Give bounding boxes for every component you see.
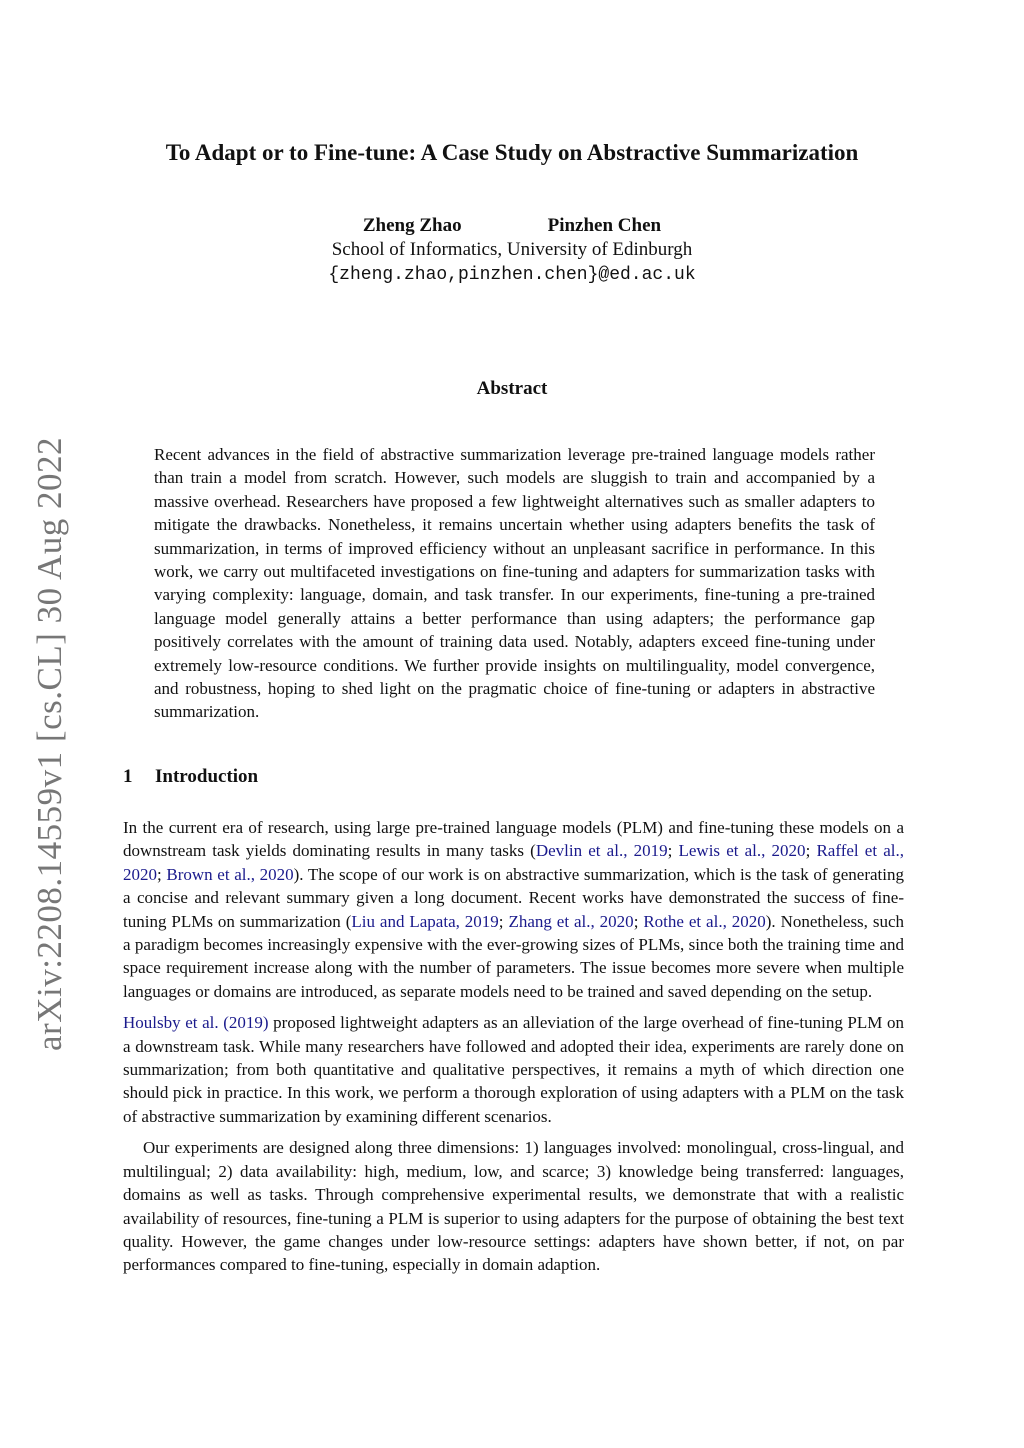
citation-link[interactable]: Brown et al., 2020: [166, 864, 294, 884]
arxiv-identifier: arXiv:2208.14559v1 [cs.CL] 30 Aug 2022: [30, 437, 69, 1051]
paper-title: To Adapt or to Fine-tune: A Case Study on Abstractive Summarization: [165, 140, 859, 165]
text-run: ;: [633, 911, 644, 931]
text-run: ;: [805, 841, 817, 861]
affiliation: School of Informatics, University of Edinburgh: [331, 239, 693, 260]
paragraph: [123, 1136, 904, 1276]
abstract-heading: Abstract: [476, 378, 548, 399]
text-run: In the current era of research, using large pre-trained language models (PLM) and fine-tuning these models on a downstream task yields dominating results in many tasks (: [123, 818, 904, 861]
text-run: ). Nonetheless, such a paradigm becomes increasingly expensive with the ever-growing sizes of PLMs, since both the training time and space requirement increase along with the number of parameters. The issue becomes more severe when multiple languages or domains are introduced, as separate models need to be trained and saved depending on the setup.: [123, 911, 904, 1001]
text-run: ). The scope of our work is on abstractive summarization, which is the task of generating a concise and relevant summary given a long document. Recent works have demonstrated the success of fine-tuning PLMs on summarization (: [123, 864, 904, 931]
text-run: proposed lightweight adapters as an alleviation of the large overhead of fine-tuning PLM on a downstream task. While many researchers have followed and adopted their idea, experiments are rarely done on summarization; from both quantitative and qualitative perspectives, it remains a myth of which direction one should pick in practice. In this work, we perform a thorough exploration of using adapters with a PLM on the task of abstractive summarization by examining different scenarios.: [123, 1013, 904, 1126]
section-title: Introduction: [155, 766, 259, 787]
section-heading: [123, 765, 258, 789]
abstract-text: Recent advances in the field of abstractive summarization leverage pre-trained language models rather than train a model from scratch. However, such models are sluggish to train and accompanied by a massive overhead. Researchers have proposed a few lightweight alternatives such as smaller adapters to mitigate the drawbacks. Nonetheless, it remains uncertain whether using adapters benefits the task of summarization, in terms of improved efficiency without an unpleasant sacrifice in performance. In this work, we carry out multifaceted investigations on fine-tuning and adapters for summarization tasks with varying complexity: language, domain, and task transfer. In our experiments, fine-tuning a pre-trained language model generally attains a better performance than using adapters; the performance gap positively correlates with the amount of training data used. Notably, adapters exceed fine-tuning under extremely low-resource conditions. We further provide insights on multilinguality, model convergence, and robustness, hoping to shed light on the pragmatic choice of fine-tuning or adapters in abstractive summarization.: [154, 445, 875, 722]
citation-link[interactable]: Zhang et al., 2020: [508, 911, 634, 931]
author-name: Pinzhen Chen: [547, 215, 662, 236]
author-block: [0, 214, 1024, 288]
citation-link[interactable]: Raffel et al., 2020: [123, 841, 904, 884]
section-body: [123, 816, 904, 1285]
text-run: ;: [667, 841, 679, 861]
text-run: Our experiments are designed along three dimensions: 1) languages involved: monolingual, cross-lingual, and multilingual; 2) data availability: high, medium, low, and scarce; 3) knowledge being transferred: languages, domains as well as tasks. Through comprehensive experimental results, we demonstrate that with a realistic availability of resources, fine-tuning a PLM is superior to using adapters for the purpose of obtaining the best text quality. However, the game changes under low-resource settings: adapters have shown better, if not, on par performances compared to fine-tuning, especially in domain adaption.: [123, 1138, 904, 1275]
citation-link[interactable]: Rothe et al., 2020: [643, 911, 766, 931]
section-number: 1: [123, 766, 133, 787]
text-run: ;: [157, 864, 167, 884]
citation-link[interactable]: Lewis et al., 2020: [678, 841, 806, 861]
author-email[interactable]: {zheng.zhao,pinzhen.chen}@ed.ac.uk: [328, 265, 696, 285]
citation-link[interactable]: Houlsby et al. (2019): [123, 1013, 269, 1033]
citation-link[interactable]: Liu and Lapata, 2019: [351, 911, 499, 931]
paragraph: [123, 1011, 904, 1128]
text-run: ;: [498, 911, 509, 931]
author-names: [0, 214, 1024, 238]
paragraph: [123, 816, 904, 1003]
citation-link[interactable]: Devlin et al., 2019: [535, 841, 668, 861]
author-name: Zheng Zhao: [362, 215, 462, 236]
